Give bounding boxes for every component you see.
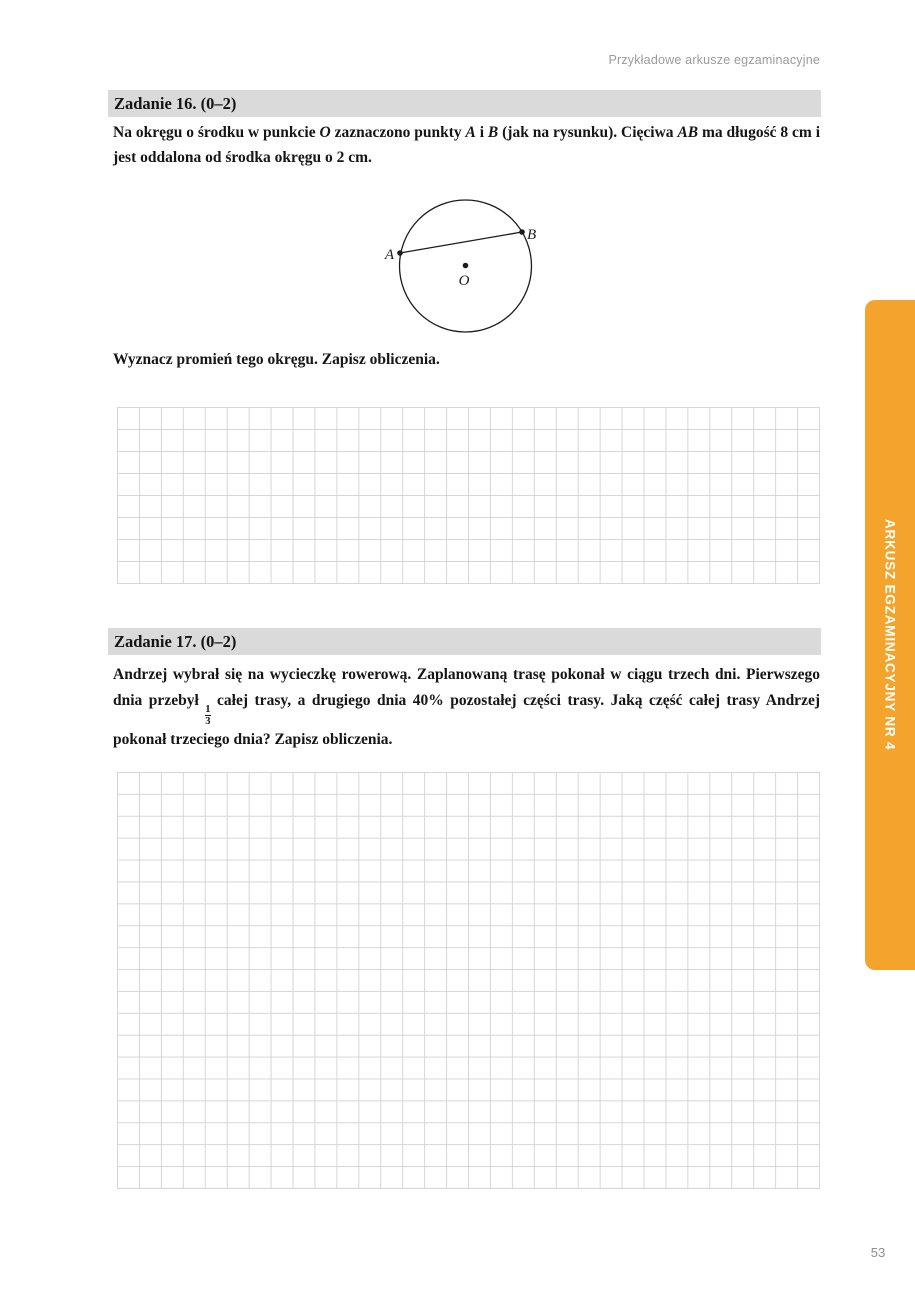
page-number: 53 xyxy=(870,1245,886,1260)
point-b-ref: B xyxy=(487,124,499,141)
text-segment: całej trasy, a drugiego dnia 40% pozostałej części trasy. Jaką część całej trasy Andrzej pokonał trzeciego dnia? Zapisz obliczenia. xyxy=(113,691,820,748)
text-segment: Na okręgu o środku w punkcie xyxy=(113,124,320,141)
point-a-dot xyxy=(397,250,403,256)
center-o-dot xyxy=(463,263,469,269)
chord-ab-ref: AB xyxy=(677,124,699,141)
task17-title: Zadanie 17. (0–2) xyxy=(114,631,237,651)
task17-header-bar xyxy=(108,628,821,655)
text-segment: (jak na rysunku). Cięciwa xyxy=(498,124,678,141)
page-header-text: Przykładowe arkusze egzaminacyjne xyxy=(608,53,820,67)
task17-answer-grid xyxy=(117,772,820,1189)
task16-prompt: Wyznacz promień tego okręgu. Zapisz obliczenia. xyxy=(113,351,440,368)
task16-title: Zadanie 16. (0–2) xyxy=(114,93,237,113)
task17-intro-paragraph xyxy=(113,662,820,752)
fraction-denominator: 3 xyxy=(205,715,211,727)
side-tab xyxy=(865,300,915,970)
fraction-numerator: 1 xyxy=(205,703,211,715)
point-a-label: A xyxy=(384,247,394,263)
task16-intro-paragraph xyxy=(113,121,820,170)
chord-ab-line xyxy=(400,232,522,253)
text-segment: i xyxy=(475,124,488,141)
task16-circle-figure xyxy=(378,193,552,343)
task16-answer-grid xyxy=(117,407,820,584)
task16-header-bar xyxy=(108,90,821,117)
point-b-dot xyxy=(519,229,525,235)
text-segment: ma długość 8 cm i jest oddalona od środka okręgu o 2 cm. xyxy=(113,124,821,166)
circle-diagram xyxy=(378,193,552,343)
text-segment: zaznaczono punkty xyxy=(330,124,466,141)
point-a-ref: A xyxy=(465,124,476,141)
point-o-ref: O xyxy=(319,124,331,141)
center-o-label: O xyxy=(458,273,470,289)
point-b-label: B xyxy=(527,227,537,243)
side-tab-label: ARKUSZ EGZAMINACYJNY NR 4 xyxy=(882,519,898,751)
text-segment: Andrzej wybrał się na wycieczkę rowerową. Zaplanowaną trasę pokonał w ciągu trzech dni. Pierwszego dnia przebył xyxy=(113,666,820,709)
